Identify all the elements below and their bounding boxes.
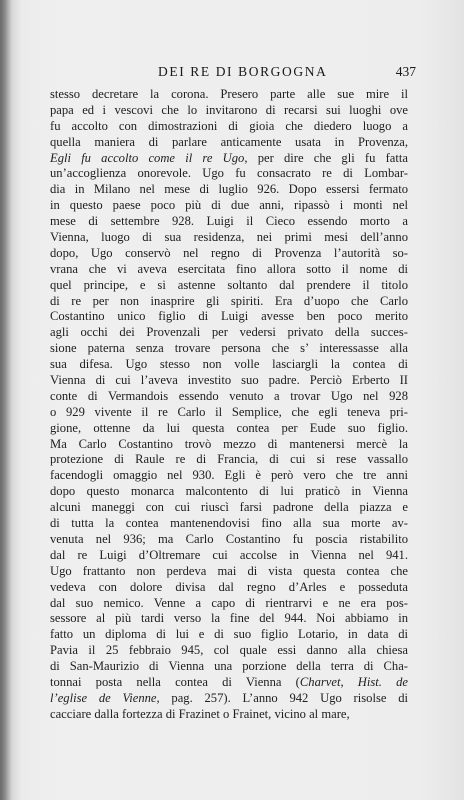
text-segment: Pavia il 25 febbraio 945, col quale essi danno alla chiesa xyxy=(50,643,408,658)
text-segment: sessore al più tardi verso la fine del 944. Noi abbiamo in xyxy=(50,611,408,626)
text-segment: dia in Milano nel mese di luglio 926. Dopo essersi fermato xyxy=(50,182,408,197)
text-segment: tonnai posta nella contea di Vienna ( xyxy=(50,674,300,689)
body-text xyxy=(50,87,408,723)
text-segment: gione, ottenne da lui questa contea per Eude suo figlio. xyxy=(50,420,408,435)
text-segment: fatto un diploma di lui e di suo figlio Lotario, in data di xyxy=(50,627,408,642)
text-segment: cacciare dalla fortezza di Frazinet o Frainet, vicino al mare, xyxy=(50,706,350,721)
text-line xyxy=(50,627,408,643)
text-segment: mese di settembre 928. Luigi il Cieco essendo morto a xyxy=(50,214,408,229)
text-segment: pag. 257). L’anno 942 Ugo risolse di xyxy=(159,690,408,705)
text-line xyxy=(50,484,408,500)
text-segment: quella maniera di parlare anticamente usata in Provenza, xyxy=(50,134,408,149)
text-line xyxy=(50,564,408,580)
text-line xyxy=(50,707,408,723)
text-segment: Ugo frattanto non perdeva mai di vista questa contea che xyxy=(50,563,408,578)
text-line xyxy=(50,421,408,437)
text-line xyxy=(50,357,408,373)
text-line xyxy=(50,516,408,532)
text-line xyxy=(50,596,408,612)
text-line xyxy=(50,230,408,246)
text-line xyxy=(50,611,408,627)
text-segment: alcuni maneggi con cui riuscì farsi padrone della piazza e xyxy=(50,500,408,515)
text-line xyxy=(50,500,408,516)
text-line xyxy=(50,119,408,135)
text-line xyxy=(50,691,408,707)
text-segment: di San-Maurizio di Vienna una porzione della terra di Cha- xyxy=(50,659,408,674)
text-segment: sua difesa. Ugo stesso non volle lasciargli la contea di xyxy=(50,357,408,372)
text-segment: o 929 vivente il re Carlo il Semplice, che egli teneva pri- xyxy=(50,404,408,419)
text-segment: fu accolto con dimostrazioni di gioia che diedero luogo a xyxy=(50,118,408,133)
text-segment: sione paterna senza trovare persona che s’ interessasse alla xyxy=(50,341,408,356)
text-segment: Vienna, luogo di sua residenza, nei primi mesi dell’anno xyxy=(50,230,408,245)
text-segment: protezione di Raule re di Francia, di cui si rese vassallo xyxy=(50,452,408,467)
page-number: 437 xyxy=(395,64,416,79)
text-line xyxy=(50,659,408,675)
text-line xyxy=(50,182,408,198)
text-segment: , per dire che gli fu fatta xyxy=(244,150,408,165)
text-line xyxy=(50,278,408,294)
text-segment: quel principe, e si astenne soltanto dal prendere il titolo xyxy=(50,277,408,292)
text-line xyxy=(50,405,408,421)
text-segment: di re per non inasprire gli spiriti. Era d’uopo che Carlo xyxy=(50,293,408,308)
text-segment: di tutta la contea mantenendovisi fino alla sua morte av- xyxy=(50,516,408,531)
italic-text: l’eglise de Vienne, xyxy=(50,690,160,705)
text-line xyxy=(50,294,408,310)
text-line xyxy=(50,246,408,262)
text-line xyxy=(50,437,408,453)
text-line xyxy=(50,675,408,691)
italic-text: Egli fu accolto come il re Ugo xyxy=(50,150,245,165)
text-segment: conte di Vermandois essendo venuto a trovar Ugo nel 928 xyxy=(50,388,408,403)
text-segment: un’accoglienza onorevole. Ugo fu consacrato re di Lombar- xyxy=(50,166,408,181)
text-line xyxy=(50,214,408,230)
text-segment: dopo, Ugo conservò nel regno di Provenza l’autorità so- xyxy=(50,245,408,260)
text-line xyxy=(50,452,408,468)
text-line xyxy=(50,643,408,659)
text-segment: stesso decretare la corona. Presero parte alle sue mire il xyxy=(50,87,408,101)
text-line xyxy=(50,309,408,325)
text-segment: agli occhi dei Provenzali per vedersi privato della succes- xyxy=(50,325,408,340)
text-segment: dal suo nemico. Venne a capo di rientrarvi e ne era pos- xyxy=(50,595,408,610)
binding-shadow xyxy=(0,0,12,800)
text-line xyxy=(50,325,408,341)
text-segment: venuta nel 936; ma Carlo Costantino fu poscia ristabilito xyxy=(50,531,408,546)
text-line xyxy=(50,198,408,214)
running-head xyxy=(50,64,416,80)
text-segment: facendogli omaggio nel 930. Egli è però vero che tre anni xyxy=(50,468,408,483)
italic-text: Charvet, Hist. de xyxy=(299,674,408,689)
text-line xyxy=(50,389,408,405)
text-segment: Costantino unico figlio di Luigi avesse ben poco merito xyxy=(50,309,408,324)
text-line xyxy=(50,103,408,119)
text-segment: Vienna di cui l’aveva investito suo padre. Perciò Erberto II xyxy=(50,373,408,388)
text-segment: papa ed i vescovi che lo invitarono di recarsi sui luoghi ove xyxy=(50,102,408,117)
text-line xyxy=(50,532,408,548)
running-title: DEI RE DI BORGOGNA xyxy=(158,64,328,79)
text-line xyxy=(50,580,408,596)
text-segment: dopo questo monarca malcontento di lui praticò in Vienna xyxy=(50,484,408,499)
text-segment: Ma Carlo Costantino trovò mezzo di mantenersi mercè la xyxy=(50,436,408,451)
text-line xyxy=(50,468,408,484)
text-segment: vrana che vi aveva esercitata fino allora sotto il nome di xyxy=(50,261,408,276)
text-line xyxy=(50,87,408,103)
text-segment: dal re Luigi d’Oltremare cui accolse in Vienna nel 941. xyxy=(50,547,408,562)
text-line xyxy=(50,166,408,182)
text-line xyxy=(50,548,408,564)
text-segment: in questo paese poco più di due anni, ripassò i monti nel xyxy=(50,198,408,213)
text-line xyxy=(50,135,408,151)
text-line xyxy=(50,262,408,278)
text-segment: vedeva con dolore divisa dal regno d’Arles e posseduta xyxy=(50,579,408,594)
text-line xyxy=(50,151,408,167)
text-line xyxy=(50,373,408,389)
text-line xyxy=(50,341,408,357)
